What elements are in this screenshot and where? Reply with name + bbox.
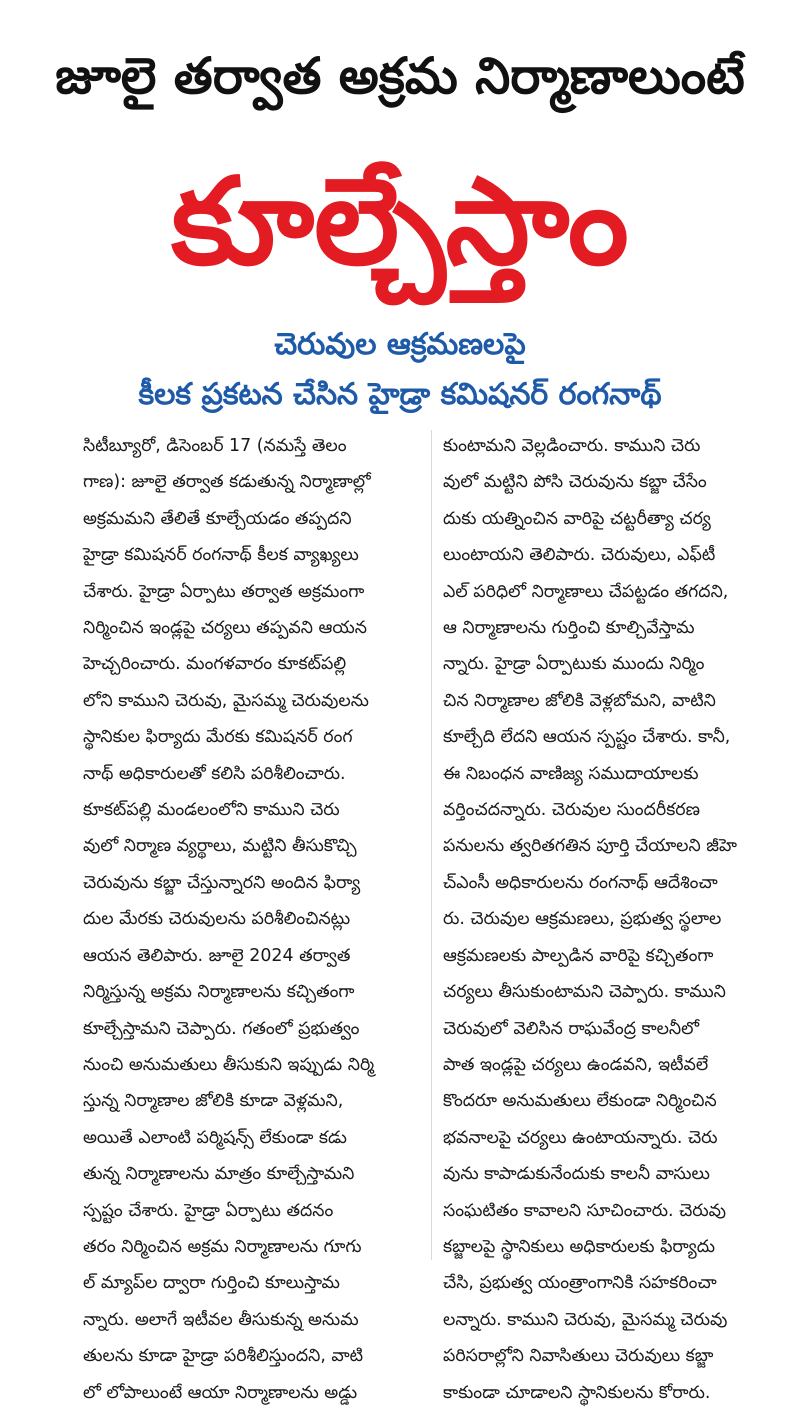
article-line: లుంటాయని తెలిపారు. చెరువులు, ఎఫ్‌టీ xyxy=(443,545,716,566)
article-line: వులో మట్టిని పోసి చెరువును కబ్జా చేసేం xyxy=(443,472,707,493)
article-line: స్పష్టం చేశారు. హైడ్రా ఏర్పాటు తదనం xyxy=(83,1200,334,1221)
article-line: దుకు యత్నించిన వారిపై చట్టరీత్యా చర్య xyxy=(443,508,711,529)
article-line: లన్నారు. కాముని చెరువు, మైసమ్మ చెరువు xyxy=(443,1309,728,1330)
article-line: కూల్చేది లేదని ఆయన స్పష్టం చేశారు. కానీ, xyxy=(443,727,731,748)
article-line: చెరువును కబ్జా చేస్తున్నారని అందిన ఫిర్యా xyxy=(83,872,361,893)
article-line: హెచ్చరించారు. మంగళవారం కూకట్‌పల్లి xyxy=(83,654,347,675)
article-line: చర్యలు తీసుకుంటామని చెప్పారు. కాముని xyxy=(443,982,726,1003)
article-line: వర్తించదన్నారు. చెరువుల సుందరీకరణ xyxy=(443,800,700,821)
article-column-right xyxy=(443,428,781,1403)
article-line: చేశారు. హైడ్రా ఏర్పాటు తర్వాత అక్రమంగా xyxy=(83,581,365,602)
article-line: తరం నిర్మించిన అక్రమ నిర్మాణాలను గూగు xyxy=(83,1236,362,1257)
article-line: పరిసరాల్లోని నివాసితులు చెరువులు కబ్జా xyxy=(443,1346,714,1367)
article-line: చేసి, ప్రభుత్వ యంత్రాంగానికి సహకరించా xyxy=(443,1273,717,1294)
article-line: వులో నిర్మాణ వ్యర్థాలు, మట్టిని తీసుకొచ్చి xyxy=(83,836,357,857)
article-line: ల్ మ్యాప్‌ల ద్వారా గుర్తించి కూలుస్తామ xyxy=(83,1273,340,1294)
article-line: లోని కాముని చెరువు, మైసమ్మ చెరువులను xyxy=(83,690,369,711)
article-line: కుంటామని వెల్లడించారు. కాముని చెరు xyxy=(443,436,701,456)
article-line: నాథ్ అధికారులతో కలిసి పరిశీలించారు. xyxy=(83,763,346,784)
article-line: చ్‌ఎంసీ అధికారులను రంగనాథ్ ఆదేశించా xyxy=(443,872,718,893)
column-divider xyxy=(431,430,432,1260)
article-line: ఈ నిబంధన వాణిజ్య సముదాయాలకు xyxy=(443,763,699,784)
article-line: సిటీబ్యూరో, డిసెంబర్ 17 (నమస్తే తెలం xyxy=(83,436,347,456)
article-line: ఎల్ పరిధిలో నిర్మాణాలు చేపట్టడం తగదని, xyxy=(443,581,729,602)
article-line: స్తున్న నిర్మాణాల జోలికి కూడా వెళ్లమని, xyxy=(83,1091,344,1112)
article-line: నుంచి అనుమతులు తీసుకుని ఇప్పుడు నిర్మి xyxy=(83,1054,375,1075)
article-line: హైడ్రా కమిషనర్ రంగనాథ్ కీలక వ్యాఖ్యలు xyxy=(83,545,359,566)
article-line: అక్రమమని తేలితే కూల్చేయడం తప్పదని xyxy=(83,508,352,529)
article-line: కూకట్‌పల్లి మండలంలోని కాముని చెరు xyxy=(83,800,340,821)
article-line: తులను కూడా హైడ్రా పరిశీలిస్తుందని, వాటి xyxy=(83,1346,364,1367)
article-line: సంఘటితం కావాలని సూచించారు. చెరువు xyxy=(443,1200,726,1221)
subdeck-line-2: కీలక ప్రకటన చేసిన హైడ్రా కమిషనర్ రంగనాథ్ xyxy=(138,377,662,412)
subdeck-line-1: చెరువుల ఆక్రమణలపై xyxy=(274,327,526,362)
article-line: రు. చెరువుల ఆక్రమణలు, ప్రభుత్వ స్థలాల xyxy=(443,909,722,930)
main-headline: కూల్చేస్తాం xyxy=(171,153,629,292)
article-line: అయితే ఎలాంటి పర్మిషన్స్ లేకుండా కడు xyxy=(83,1127,347,1148)
article-line: న్నారు. హైడ్రా ఏర్పాటుకు ముందు నిర్మిం xyxy=(443,654,705,675)
article-line: కాకుండా చూడాలని స్థానికులను కోరారు. xyxy=(443,1382,711,1403)
kicker-headline: జూలై తర్వాత అక్రమ నిర్మాణాలుంటే xyxy=(55,47,745,105)
article-line: పాత ఇండ్లపై చర్యలు ఉండవని, ఇటీవలే xyxy=(443,1054,709,1075)
article-line: ఆక్రమణలకు పాల్పడిన వారిపై కచ్చితంగా xyxy=(443,945,714,966)
article-line: చిన నిర్మాణాల జోలికి వెళ్లబోమని, వాటిని xyxy=(443,690,716,711)
article-column-left xyxy=(83,428,421,1403)
article-line: నిర్మించిన ఇండ్లపై చర్యలు తప్పవని ఆయన xyxy=(83,618,367,639)
article-line: గాణ): జూలై తర్వాత కడుతున్న నిర్మాణాల్లో xyxy=(83,472,371,493)
article-line: తున్న నిర్మాణాలను మాత్రం కూల్చేస్తామని xyxy=(83,1164,355,1185)
article-line: భవనాలపై చర్యలు ఉంటాయన్నారు. చెరు xyxy=(443,1127,718,1148)
article-line: కొందరూ అనుమతులు లేకుండా నిర్మించిన xyxy=(443,1091,717,1112)
article-line: న్నారు. అలాగే ఇటీవల తీసుకున్న అనుమ xyxy=(83,1309,359,1330)
article-line: స్థానికుల ఫిర్యాదు మేరకు కమిషనర్ రంగ xyxy=(83,727,353,748)
article-line: కబ్జాలపై స్థానికులు అధికారులకు ఫిర్యాదు xyxy=(443,1236,715,1257)
article-line: చెరువులో వెలిసిన రాఘవేంద్ర కాలనీలో xyxy=(443,1018,700,1039)
article-line: కూల్చేస్తామని చెప్పారు. గతంలో ప్రభుత్వం xyxy=(83,1018,360,1039)
article-line: ఆయన తెలిపారు. జూలై 2024 తర్వాత xyxy=(83,945,351,966)
article-line: వును కాపాడుకునేందుకు కాలనీ వాసులు xyxy=(443,1164,710,1185)
article-line: లో లోపాలుంటే ఆయా నిర్మాణాలను అడ్డు xyxy=(83,1382,358,1403)
article-line: ఆ నిర్మాణాలను గుర్తించి కూల్చివేస్తామ xyxy=(443,618,695,639)
article-line: నిర్మిస్తున్న అక్రమ నిర్మాణాలను కచ్చితంగా xyxy=(83,982,355,1003)
article-line: దుల మేరకు చెరువులను పరిశీలించినట్లు xyxy=(83,909,351,930)
article-line: పనులను త్వరితగతిన పూర్తి చేయాలని జీహె xyxy=(443,836,737,857)
